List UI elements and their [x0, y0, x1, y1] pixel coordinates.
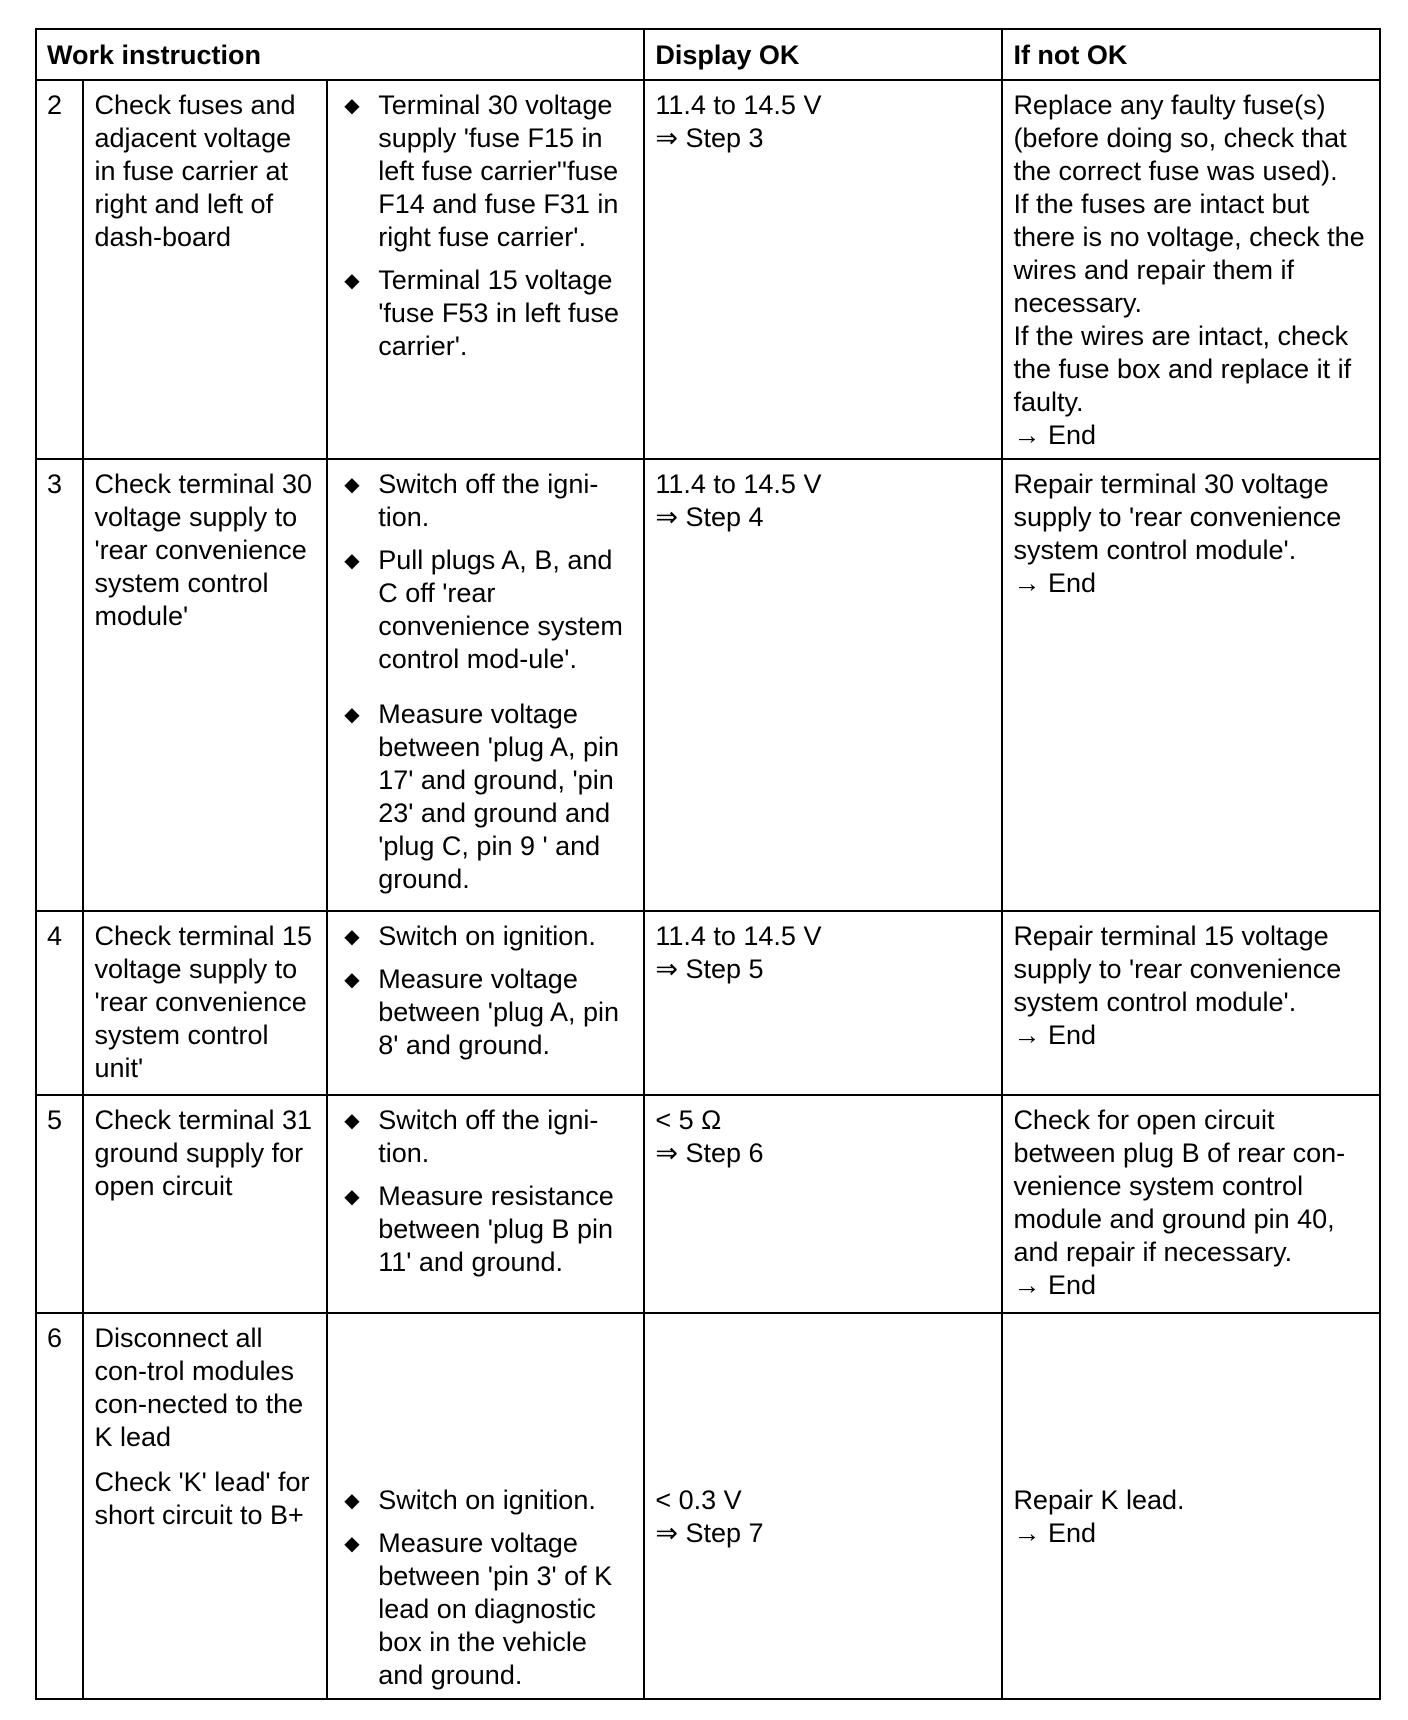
list-item: ◆ Pull plugs A, B, and C off 'rear convenience system control mod-ule'. [344, 545, 623, 674]
remedy-text: Check for open circuit between plug B of rear con-venience system control module and ground pin 40, and repair if necessary. [1013, 1105, 1346, 1267]
instruction-steps [327, 911, 644, 1095]
diamond-bullet-icon: ◆ [344, 474, 360, 496]
end-marker: → End [1013, 1518, 1096, 1548]
display-ok-cell [644, 80, 1002, 459]
task-description: Check fuses and adjacent voltage in fuse carrier at right and left of dash-board [83, 80, 327, 459]
task-description: Check terminal 30 voltage supply to 'rear convenience system control module' [83, 459, 327, 911]
task-description: Check terminal 15 voltage supply to 'rear convenience system control unit' [83, 911, 327, 1095]
end-marker: → End [1013, 1270, 1096, 1300]
table-header-row [36, 29, 1380, 80]
header-if-not-ok: If not OK [1002, 29, 1380, 80]
diamond-bullet-icon: ◆ [344, 1110, 360, 1132]
diamond-bullet-icon: ◆ [344, 926, 360, 948]
next-step: ⇒ Step 4 [655, 502, 764, 532]
table-row [36, 80, 1380, 459]
if-not-ok-cell [1002, 911, 1380, 1095]
list-item: ◆ Measure voltage between 'pin 3' of K lead on diagnostic box in the vehicle and ground. [344, 1528, 613, 1690]
remedy-text: If the fuses are intact but there is no voltage, check the wires and repair them if necessary. [1013, 189, 1365, 318]
step-number: 5 [36, 1095, 83, 1313]
step-number: 6 [36, 1313, 83, 1699]
table-row [36, 1313, 1380, 1699]
work-instruction-table [35, 28, 1381, 1700]
diamond-bullet-icon: ◆ [344, 704, 360, 726]
instruction-steps [327, 80, 644, 459]
remedy-text: Repair terminal 30 voltage supply to 'rear convenience system control module'. [1013, 469, 1342, 565]
display-ok-cell [644, 459, 1002, 911]
task-description: Check terminal 31 ground supply for open circuit [83, 1095, 327, 1313]
instruction-steps [327, 1313, 644, 1699]
list-item: ◆ Measure resistance between 'plug B pin 11' and ground. [344, 1181, 614, 1277]
end-marker: → End [1013, 568, 1096, 598]
instruction-steps [327, 459, 644, 911]
list-item: ◆ Switch off the igni-tion. [344, 469, 599, 532]
ok-value: 11.4 to 14.5 V [655, 921, 822, 951]
ok-value: < 5 Ω [655, 1105, 722, 1135]
step-number: 4 [36, 911, 83, 1095]
ok-value: < 0.3 V [655, 1485, 742, 1515]
diamond-bullet-icon: ◆ [344, 969, 360, 991]
remedy-text: Repair terminal 15 voltage supply to 'rear convenience system control module'. [1013, 921, 1342, 1017]
list-item: ◆ Switch off the igni-tion. [344, 1105, 599, 1168]
task-description-part-2: Check 'K' lead' for short circuit to B+ [94, 1467, 310, 1530]
next-step: ⇒ Step 5 [655, 954, 764, 984]
list-item: ◆ Measure voltage between 'plug A, pin 17' and ground, 'pin 23' and ground and 'plug C, pin 9 ' and ground. [344, 699, 620, 894]
table-row [36, 1095, 1380, 1313]
remedy-text: Replace any faulty fuse(s) (before doing so, check that the correct fuse was used). [1013, 90, 1347, 186]
table-row [36, 911, 1380, 1095]
next-step: ⇒ Step 7 [655, 1518, 764, 1548]
step-number: 3 [36, 459, 83, 911]
end-marker: → End [1013, 1020, 1096, 1050]
if-not-ok-cell [1002, 1313, 1380, 1699]
table-row [36, 459, 1380, 911]
instruction-steps [327, 1095, 644, 1313]
end-marker: → End [1013, 420, 1096, 450]
display-ok-cell [644, 1095, 1002, 1313]
header-work-instruction: Work instruction [36, 29, 644, 80]
display-ok-cell [644, 1313, 1002, 1699]
next-step: ⇒ Step 3 [655, 123, 764, 153]
if-not-ok-cell [1002, 1095, 1380, 1313]
next-step: ⇒ Step 6 [655, 1138, 764, 1168]
step-number: 2 [36, 80, 83, 459]
task-description [83, 1313, 327, 1699]
list-item: ◆ Terminal 30 voltage supply 'fuse F15 in left fuse carrier''fuse F14 and fuse F31 in right fuse carrier'. [344, 90, 619, 252]
diamond-bullet-icon: ◆ [344, 1490, 360, 1512]
diamond-bullet-icon: ◆ [344, 550, 360, 572]
diamond-bullet-icon: ◆ [344, 270, 360, 292]
list-item: ◆ Switch on ignition. [338, 920, 633, 953]
display-ok-cell [644, 911, 1002, 1095]
ok-value: 11.4 to 14.5 V [655, 90, 822, 120]
task-description-part-1: Disconnect all con-trol modules con-nected to the K lead [94, 1323, 304, 1452]
list-item: ◆ Switch on ignition. [338, 1484, 633, 1517]
ok-value: 11.4 to 14.5 V [655, 469, 822, 499]
remedy-text: Repair K lead. [1013, 1485, 1185, 1515]
list-item: ◆ Measure voltage between 'plug A, pin 8' and ground. [344, 964, 620, 1060]
list-item: ◆ Terminal 15 voltage 'fuse F53 in left fuse carrier'. [344, 265, 620, 361]
header-display-ok: Display OK [644, 29, 1002, 80]
if-not-ok-cell [1002, 80, 1380, 459]
diamond-bullet-icon: ◆ [344, 1533, 360, 1555]
diamond-bullet-icon: ◆ [344, 1186, 360, 1208]
work-instruction-page [35, 28, 1381, 1700]
remedy-text: If the wires are intact, check the fuse box and replace it if faulty. [1013, 321, 1352, 417]
diamond-bullet-icon: ◆ [344, 95, 360, 117]
if-not-ok-cell [1002, 459, 1380, 911]
